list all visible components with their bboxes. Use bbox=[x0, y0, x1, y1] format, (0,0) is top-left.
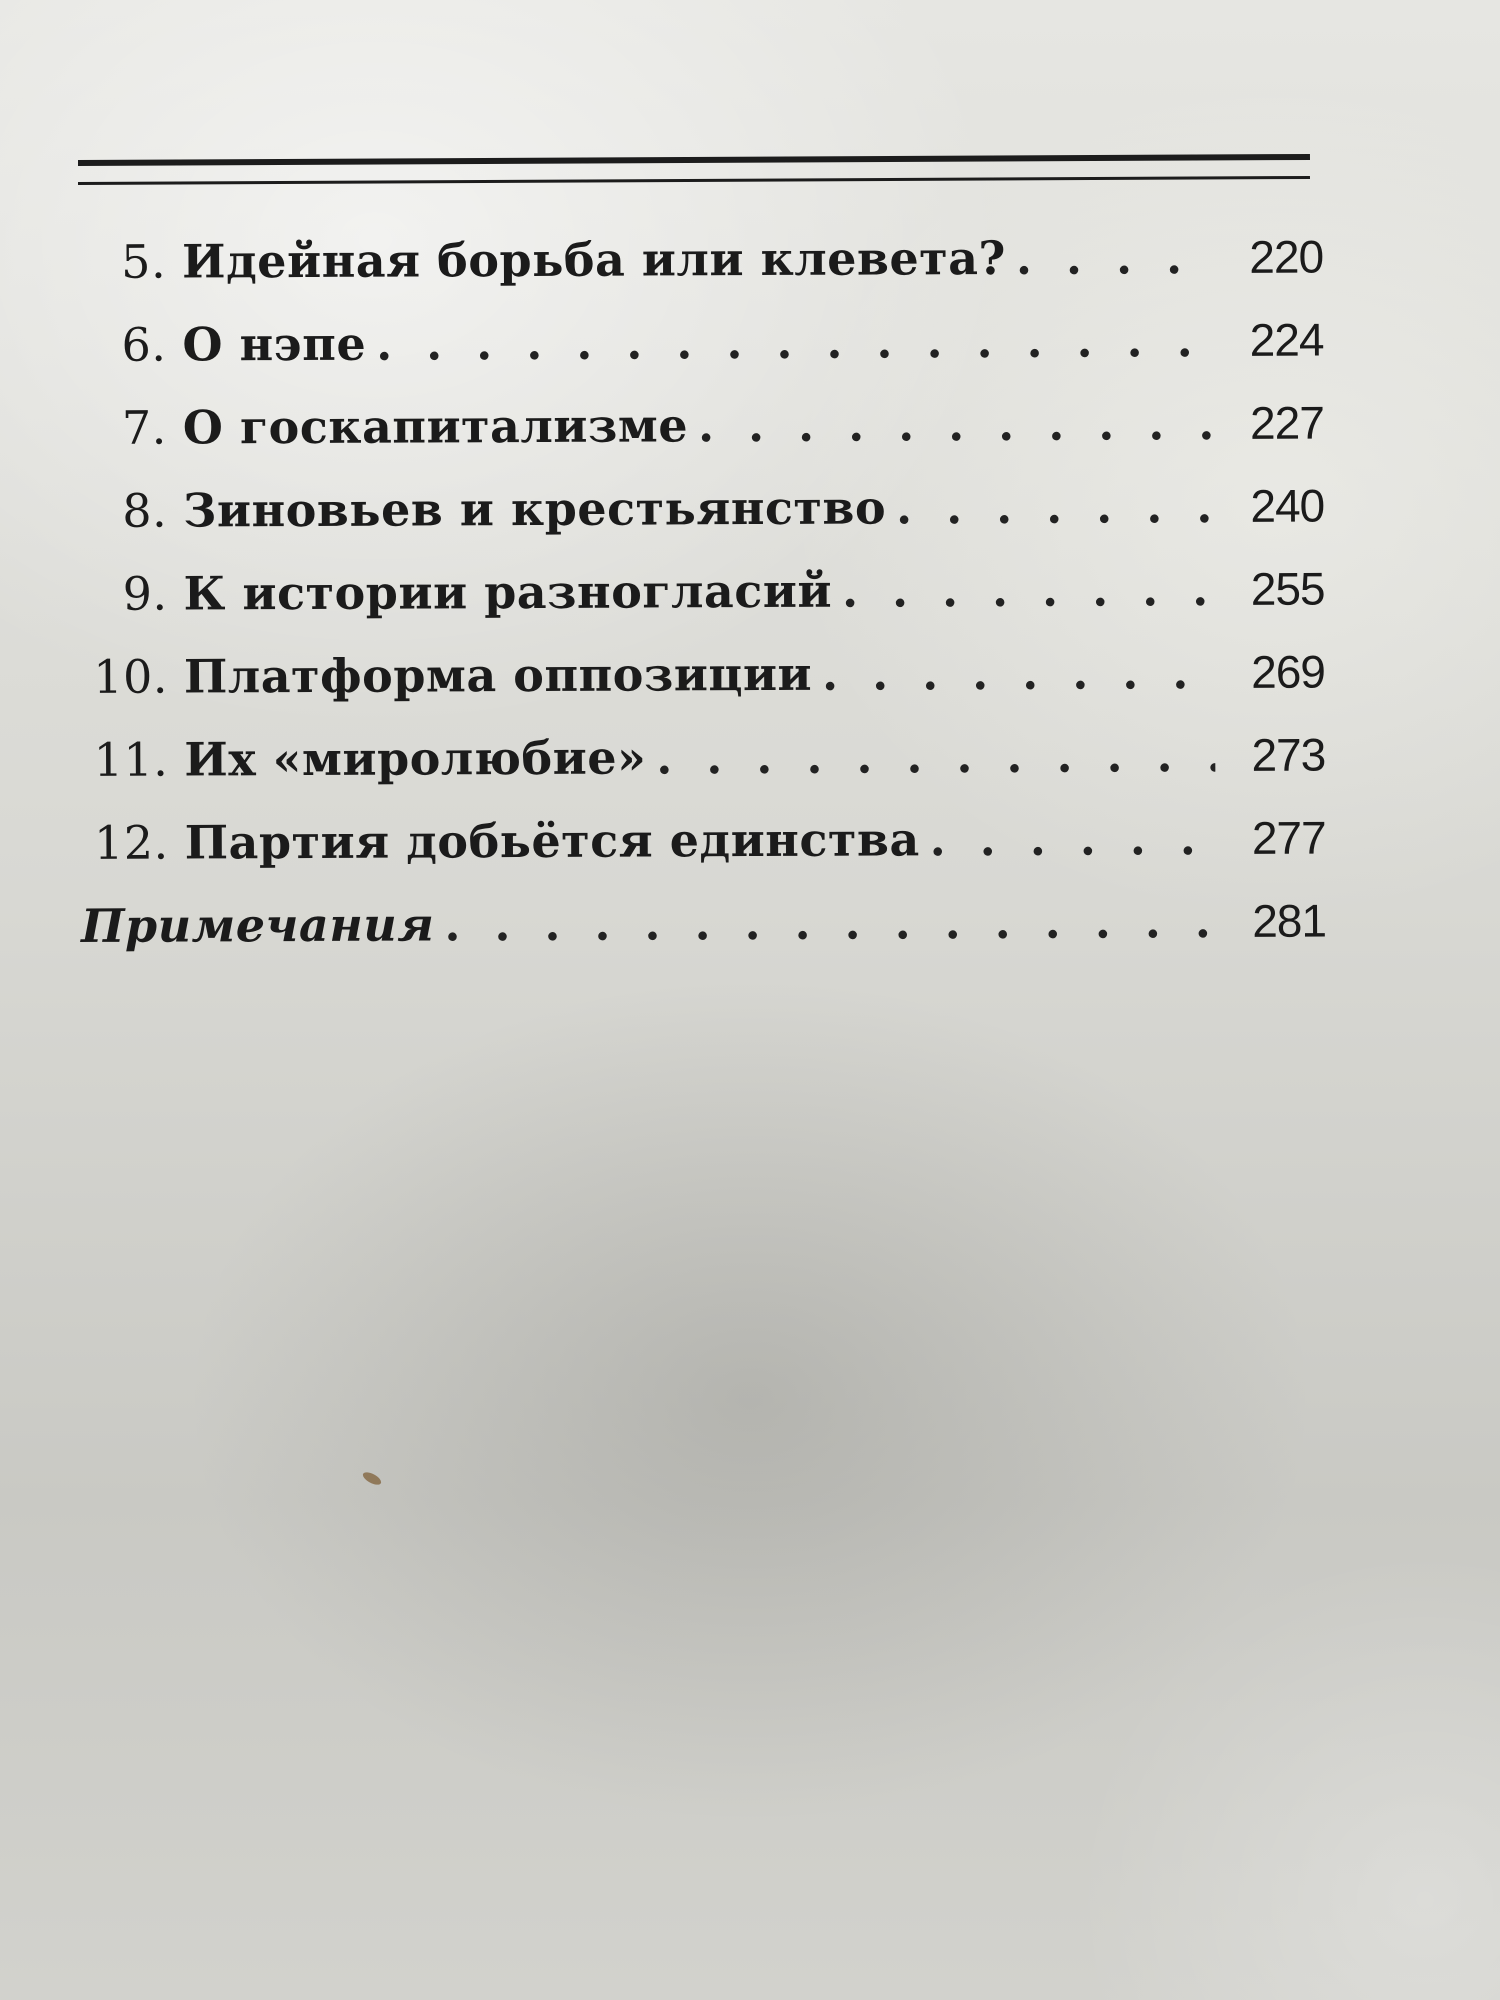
toc-entry-number: 10. bbox=[93, 649, 169, 704]
toc-entry-number: 5. bbox=[121, 234, 167, 289]
toc-entry bbox=[81, 811, 1326, 899]
toc-entry-title: Партия добьётся единства bbox=[184, 812, 920, 870]
toc-entry-page: 269 bbox=[1251, 645, 1326, 698]
toc-entry-page: 273 bbox=[1251, 728, 1326, 781]
toc-entry-page: 240 bbox=[1250, 479, 1325, 532]
dot-leader bbox=[366, 313, 1214, 371]
dot-leader bbox=[920, 811, 1216, 866]
toc-entry-number: 6. bbox=[121, 317, 167, 372]
header-rule-thick bbox=[78, 154, 1310, 166]
toc-entry-number: 12. bbox=[93, 815, 169, 870]
toc-entry-title: О госкапитализме bbox=[182, 398, 689, 455]
dot-leader bbox=[1006, 230, 1213, 285]
toc-entry bbox=[79, 562, 1324, 650]
toc-entry-title: К истории разногласий bbox=[183, 563, 833, 621]
toc-entry-notes bbox=[81, 894, 1326, 982]
toc-entry-title: Их «миролюбие» bbox=[184, 730, 647, 787]
toc-entry bbox=[78, 313, 1323, 401]
toc-entry-title: Идейная борьба или клевета? bbox=[181, 230, 1007, 289]
toc-entry bbox=[78, 230, 1323, 318]
toc-entry-page: 277 bbox=[1251, 811, 1326, 864]
toc-entry bbox=[80, 645, 1325, 733]
table-of-contents bbox=[78, 230, 1326, 982]
toc-entry-number: 8. bbox=[122, 483, 168, 538]
toc-entry-title: Платформа оппозиции bbox=[183, 646, 813, 704]
header-rule-thin bbox=[78, 176, 1310, 185]
toc-notes-title: Примечания bbox=[80, 897, 435, 953]
toc-entry-number: 9. bbox=[122, 566, 168, 621]
toc-entry bbox=[79, 396, 1324, 484]
dot-leader bbox=[832, 562, 1215, 618]
dot-leader bbox=[688, 396, 1214, 452]
toc-entry bbox=[80, 728, 1325, 816]
toc-entry-number: 7. bbox=[121, 400, 167, 455]
toc-entry-title: Зиновьев и крестьянство bbox=[183, 480, 887, 538]
toc-entry-page: 227 bbox=[1249, 396, 1324, 449]
toc-entry bbox=[79, 479, 1324, 567]
toc-notes-page: 281 bbox=[1252, 894, 1327, 947]
toc-entry-number: 11. bbox=[93, 732, 169, 787]
dot-leader bbox=[886, 479, 1214, 534]
dot-leader bbox=[434, 894, 1216, 951]
toc-entry-title: О нэпе bbox=[182, 316, 367, 372]
dot-leader bbox=[812, 645, 1215, 701]
toc-entry-page: 220 bbox=[1249, 230, 1324, 283]
dot-leader bbox=[646, 728, 1215, 784]
toc-entry-page: 255 bbox=[1250, 562, 1325, 615]
paper-speck bbox=[361, 1470, 383, 1487]
toc-entry-page: 224 bbox=[1249, 313, 1324, 366]
